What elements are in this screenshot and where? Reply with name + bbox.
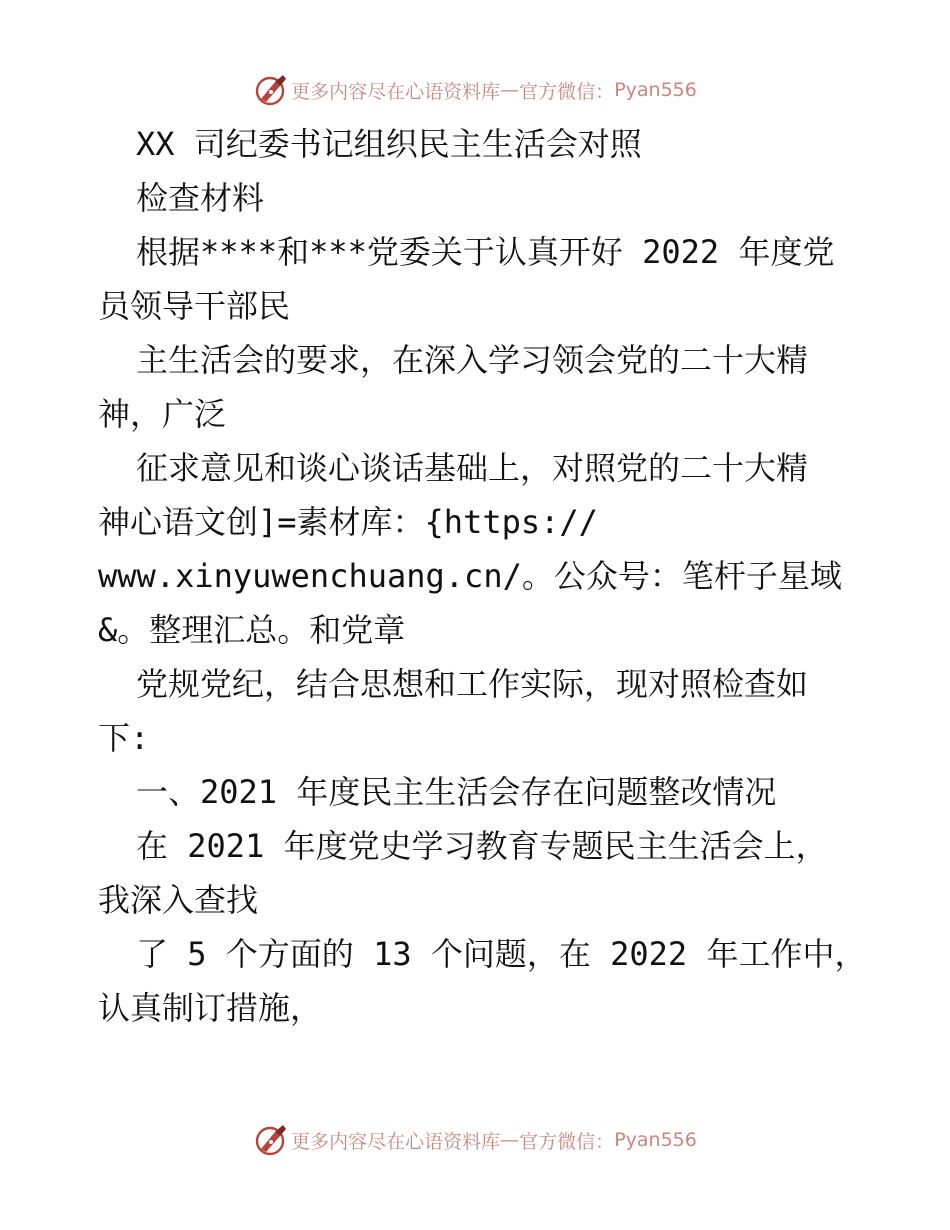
paragraph-line: www.xinyuwenchuang.cn/。公众号：笔杆子星域 [98, 557, 842, 595]
paragraph-line: 神，广泛 [98, 395, 227, 433]
paragraph-line: 在 2021 年度党史学习教育专题民主生活会上， [136, 827, 828, 865]
paragraph-line: 根据****和***党委关于认真开好 2022 年度党 [136, 233, 835, 271]
watermark-wechat-id: Pyan556 [614, 79, 697, 101]
watermark-separator: — [500, 79, 520, 101]
paragraph-line: 主生活会的要求，在深入学习领会党的二十大精 [136, 341, 809, 379]
document-title-line-1: XX 司纪委书记组织民主生活会对照 [136, 125, 642, 163]
watermark-label: 官方微信： [519, 80, 615, 103]
watermark-wechat-id: Pyan556 [614, 1129, 697, 1151]
footer-watermark [0, 1122, 950, 1158]
paragraph-line: &。整理汇总。和党章 [98, 611, 406, 649]
paragraph-line: 征求意见和谈心谈话基础上，对照党的二十大精 [136, 449, 809, 487]
paragraph-line: 员领导干部民 [98, 287, 291, 325]
paragraph-line: 党规党纪，结合思想和工作实际，现对照检查如 [136, 665, 809, 703]
watermark-separator: — [500, 1129, 520, 1151]
paragraph-line: 我深入查找 [98, 881, 259, 919]
paragraph-line: 下: [98, 719, 150, 757]
watermark-label: 官方微信： [519, 1130, 615, 1153]
pen-nib-logo-icon [253, 72, 289, 108]
paragraph-line: 神心语文创]=素材库：{https:// [98, 503, 598, 541]
pen-nib-logo-icon [253, 1122, 289, 1158]
document-body [98, 117, 867, 1035]
header-watermark [0, 72, 950, 108]
document-title-line-2: 检查材料 [136, 179, 265, 217]
section-heading: 一、2021 年度民主生活会存在问题整改情况 [136, 773, 777, 811]
paragraph-line: 了 5 个方面的 13 个问题，在 2022 年工作中， [136, 935, 867, 973]
paragraph-line: 认真制订措施， [98, 989, 323, 1027]
watermark-text: 更多内容尽在心语资料库 [291, 1130, 501, 1153]
watermark-text: 更多内容尽在心语资料库 [291, 80, 501, 103]
